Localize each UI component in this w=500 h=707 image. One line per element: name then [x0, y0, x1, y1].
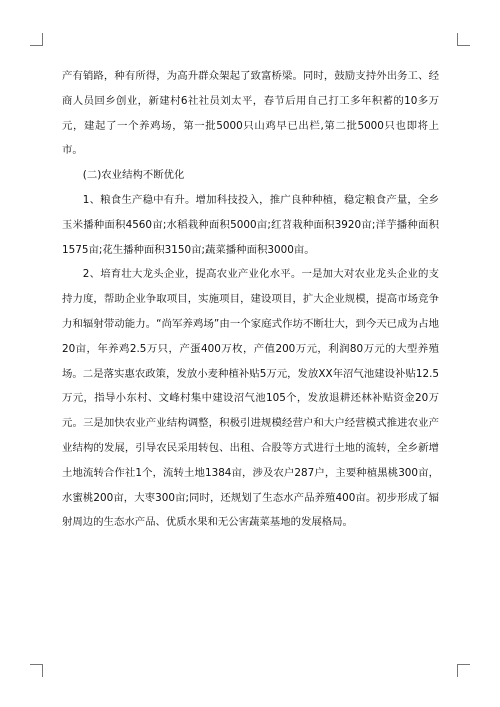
document-body [62, 64, 439, 535]
section-heading: (二)农业结构不断优化 [82, 169, 185, 182]
corner-mark-bottom-right [457, 664, 470, 677]
corner-mark-bottom-left [30, 664, 43, 677]
paragraph-intro: 产有销路，种有所得，为高升群众架起了致富桥梁。同时，鼓励支持外出务工、经商人员回乡创业，新建村6社社员刘太平，春节后用自己打工多年积蓄的10多万元，建起了一个养鸡场，第一批5000只山鸡早已出栏,第二批5000只也即将上市。 [62, 70, 439, 157]
paragraph-enterprise: 2、培育壮大龙头企业，提高农业产业化水平。一是加大对农业龙头企业的支持力度，帮助企业争取项目，实施项目，建设项目，扩大企业规模，提高市场竞争力和辐射带动能力。“尚军养鸡场”由一个家庭式作坊不断壮大，到今天已成为占地20亩，年养鸡2.5万只，产蛋400万枚，产值200万元，利润80万元的大型养殖场。二是落实惠农政策，发放小麦种植补贴5万元，发放XX年沼气池建设补贴12.5万元，指导小东村、文峰村集中建设沼气池105个，发放退耕还林补贴资金20万元。三是加快农业产业结构调整，积极引进规模经营户和大户经营模式推进农业产业结构的发展，引导农民采用转包、出租、合股等方式进行土地的流转，全乡新增土地流转合作社1个，流转土地1384亩，涉及农户287户，主要种植黑桃300亩，水蜜桃200亩，大枣300亩;同时，还规划了生态水产品养殖400亩。初步形成了辐射周边的生态水产品、优质水果和无公害蔬菜基地的发展格局。 [62, 268, 439, 529]
corner-mark-top-right [457, 33, 470, 46]
corner-mark-top-left [30, 33, 43, 46]
paragraph-grain: 1、粮食生产稳中有升。增加科技投入，推广良种种植，稳定粮食产量，全乡玉米播种面积4560亩;水稻栽种面积5000亩;红苕栽种面积3920亩;洋芋播种面积1575亩;花生播种面积3150亩;蔬菜播种面积3000亩。 [62, 193, 439, 256]
